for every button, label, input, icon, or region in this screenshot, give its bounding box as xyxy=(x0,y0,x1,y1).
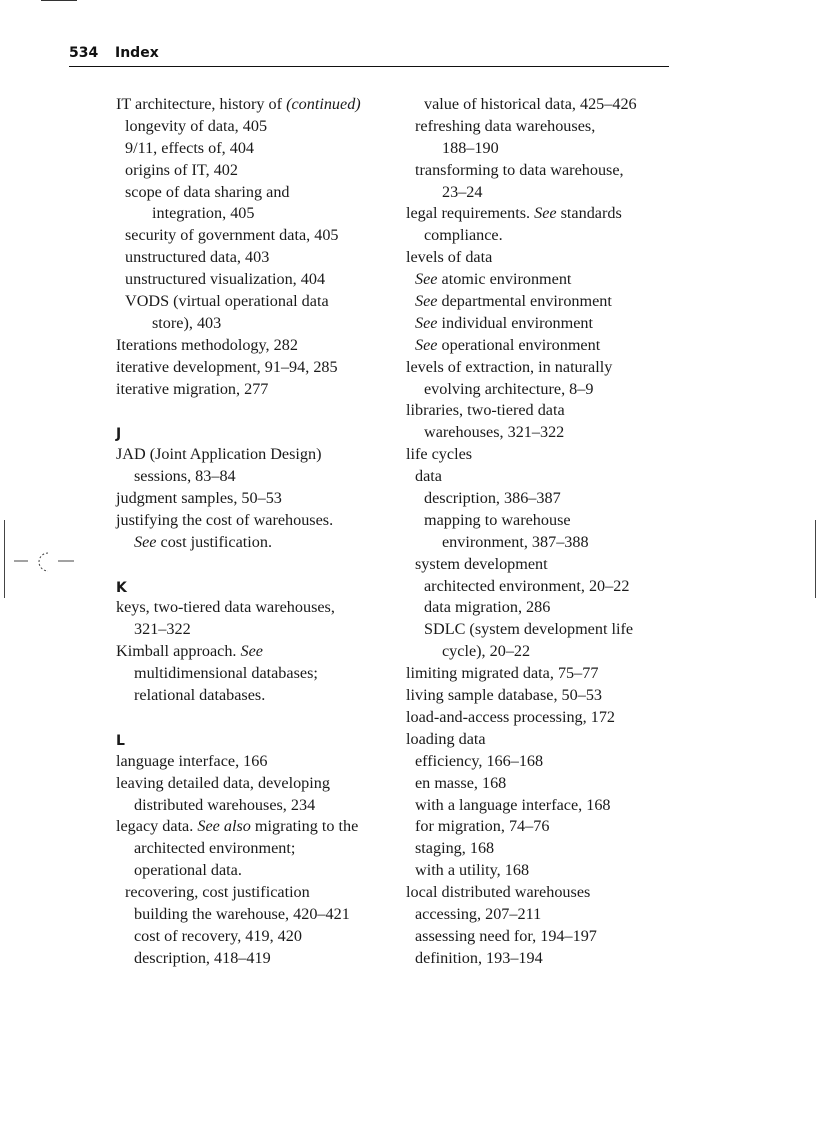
index-subsubentry: data migration, 286 xyxy=(424,598,551,617)
index-continuation: environment, 387–388 xyxy=(442,532,589,551)
section-title: Index xyxy=(115,45,159,61)
index-subsubentry: building the warehouse, 420–421 xyxy=(134,904,350,923)
index-continuation: cycle), 20–22 xyxy=(442,642,531,661)
index-subentry: definition, 193–194 xyxy=(415,948,543,967)
index-entry: legacy data. See also migrating to the xyxy=(116,817,359,836)
index-continuation: 321–322 xyxy=(134,620,191,639)
running-head xyxy=(69,44,669,67)
index-continuation: distributed warehouses, 234 xyxy=(134,795,316,814)
index-subsubentry: description, 418–419 xyxy=(134,948,271,967)
index-continuation: store), 403 xyxy=(152,313,222,332)
index-continuation: operational data. xyxy=(134,861,242,880)
index-continuation: compliance. xyxy=(424,226,503,245)
index-entry: life cycles xyxy=(406,445,473,464)
index-subentry: 9/11, effects of, 404 xyxy=(125,138,255,157)
index-subentry: efficiency, 166–168 xyxy=(415,751,544,770)
index-entry: living sample database, 50–53 xyxy=(406,686,603,705)
index-subentry: unstructured visualization, 404 xyxy=(125,270,326,289)
index-subentry: data xyxy=(415,467,442,486)
index-entry: loading data xyxy=(406,729,486,748)
left-margin-rule xyxy=(4,520,5,598)
index-subentry: longevity of data, 405 xyxy=(125,116,268,135)
index-entry: Iterations methodology, 282 xyxy=(116,335,298,354)
index-continuation: architected environment; xyxy=(134,839,296,858)
index-entry: limiting migrated data, 75–77 xyxy=(406,664,599,683)
index-continuation: 188–190 xyxy=(442,138,499,157)
section-gap xyxy=(116,400,391,422)
index-subentry: unstructured data, 403 xyxy=(125,248,270,267)
section-gap xyxy=(116,707,391,729)
index-entry: justifying the cost of warehouses. xyxy=(116,510,334,529)
index-entry: judgment samples, 50–53 xyxy=(116,489,282,508)
index-subentry: staging, 168 xyxy=(415,839,495,858)
index-subsubentry: cost of recovery, 419, 420 xyxy=(134,926,302,945)
index-entry: Kimball approach. See xyxy=(116,642,263,661)
index-entry: keys, two-tiered data warehouses, xyxy=(116,598,335,617)
registration-mark-icon xyxy=(14,549,76,579)
letter-heading-l: L xyxy=(116,732,125,749)
index-continuation: relational databases. xyxy=(134,686,266,705)
index-entry: language interface, 166 xyxy=(116,751,268,770)
index-entry: iterative migration, 277 xyxy=(116,379,269,398)
index-column-right xyxy=(406,94,681,970)
index-subsubentry: SDLC (system development life xyxy=(424,620,634,639)
index-entry: local distributed warehouses xyxy=(406,883,591,902)
index-subentry: security of government data, 405 xyxy=(125,226,339,245)
index-continuation: sessions, 83–84 xyxy=(134,467,236,486)
section-gap xyxy=(116,554,391,576)
index-subentry: assessing need for, 194–197 xyxy=(415,926,597,945)
index-see-reference: See operational environment xyxy=(415,335,601,354)
index-entry: JAD (Joint Application Design) xyxy=(116,445,322,464)
index-see-reference: See individual environment xyxy=(415,313,594,332)
index-see-reference: See atomic environment xyxy=(415,270,572,289)
index-entry: IT architecture, history of (continued) xyxy=(116,95,361,113)
index-entry: levels of data xyxy=(406,248,493,267)
index-subsubentry: value of historical data, 425–426 xyxy=(424,95,637,113)
index-subentry: recovering, cost justification xyxy=(125,883,310,902)
index-subentry: accessing, 207–211 xyxy=(415,904,542,923)
index-subentry: origins of IT, 402 xyxy=(125,160,238,179)
index-subsubentry: description, 386–387 xyxy=(424,489,561,508)
index-subentry: system development xyxy=(415,554,548,573)
index-entry: load-and-access processing, 172 xyxy=(406,707,616,726)
index-subentry: refreshing data warehouses, xyxy=(415,116,596,135)
index-subentry: en masse, 168 xyxy=(415,773,507,792)
index-subentry: with a language interface, 168 xyxy=(415,795,611,814)
index-subsubentry: mapping to warehouse xyxy=(424,510,571,529)
index-subentry: scope of data sharing and xyxy=(125,182,290,201)
index-continuation: integration, 405 xyxy=(152,204,255,223)
index-entry: legal requirements. See standards xyxy=(406,204,622,223)
index-continuation: 23–24 xyxy=(442,182,483,201)
index-subentry: VODS (virtual operational data xyxy=(125,292,329,311)
top-crop-tick xyxy=(41,0,77,1)
index-continuation: multidimensional databases; xyxy=(134,664,318,683)
letter-heading-k: K xyxy=(116,579,127,596)
index-entry: iterative development, 91–94, 285 xyxy=(116,357,338,376)
index-see-reference: See departmental environment xyxy=(415,292,612,311)
index-entry: levels of extraction, in naturally xyxy=(406,357,613,376)
index-continuation: evolving architecture, 8–9 xyxy=(424,379,594,398)
page-number: 534 xyxy=(69,45,99,61)
index-subentry: for migration, 74–76 xyxy=(415,817,550,836)
index-subsubentry: architected environment, 20–22 xyxy=(424,576,630,595)
index-column-left xyxy=(116,94,391,970)
index-continuation: See cost justification. xyxy=(134,532,273,551)
index-subentry: transforming to data warehouse, xyxy=(415,160,624,179)
index-entry: libraries, two-tiered data xyxy=(406,401,565,420)
index-continuation: warehouses, 321–322 xyxy=(424,423,565,442)
letter-heading-j: J xyxy=(116,426,122,443)
index-entry: leaving detailed data, developing xyxy=(116,773,330,792)
index-subentry: with a utility, 168 xyxy=(415,861,530,880)
